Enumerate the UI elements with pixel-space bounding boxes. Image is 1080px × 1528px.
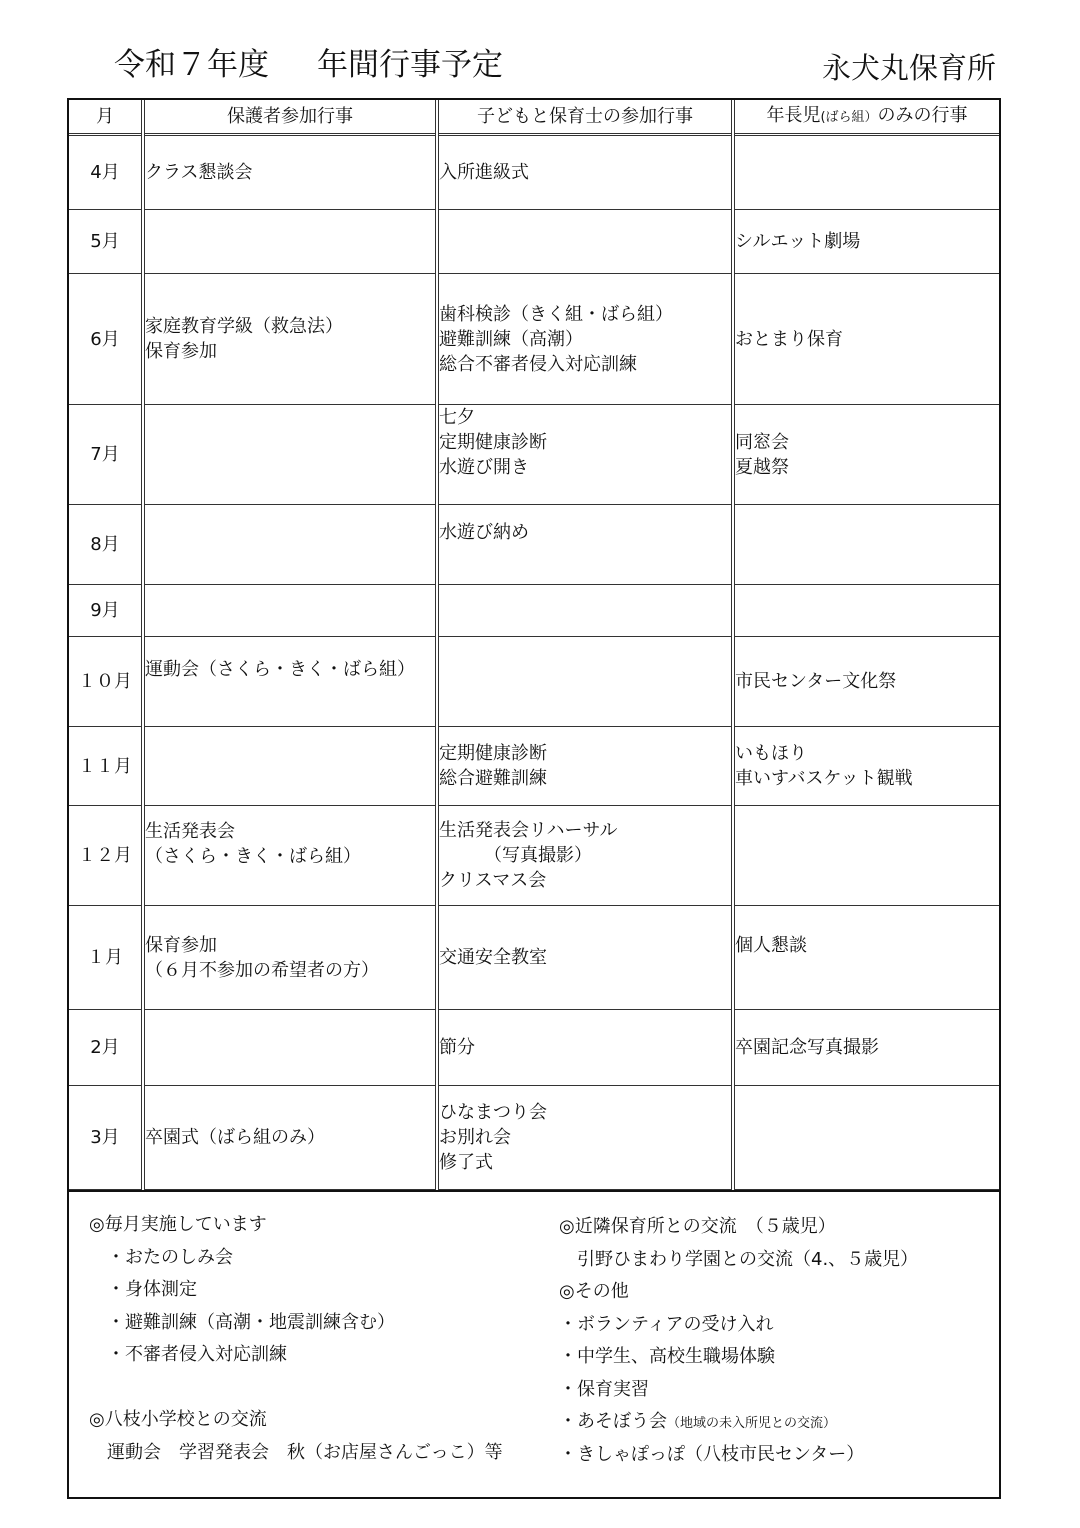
senior-events-cell-lines bbox=[735, 933, 999, 958]
parents-events-cell bbox=[143, 727, 437, 806]
event-item: 卒園記念写真撮影 bbox=[735, 1037, 879, 1058]
senior-events-cell-lines bbox=[735, 741, 999, 791]
children-events-cell bbox=[437, 906, 733, 1010]
children-events-cell-lines bbox=[439, 1100, 731, 1175]
month-cell: 8月 bbox=[69, 505, 143, 585]
header-parents: 保護者参加行事 bbox=[143, 100, 437, 135]
facility-name: 永犬丸保育所 bbox=[821, 51, 996, 85]
schedule-body bbox=[69, 135, 999, 1190]
children-events-cell bbox=[437, 1086, 733, 1190]
fiscal-year: 令和７年度 bbox=[114, 47, 269, 83]
senior-events-cell bbox=[733, 1010, 999, 1086]
month-cell: 9月 bbox=[69, 585, 143, 637]
parents-events-cell bbox=[143, 806, 437, 906]
event-item: 生活発表会リハーサル bbox=[439, 820, 618, 841]
parents-events-cell-lines bbox=[145, 1125, 435, 1150]
parents-events-cell bbox=[143, 637, 437, 727]
event-item: 定期健康診断 bbox=[439, 432, 547, 453]
parents-events-cell bbox=[143, 906, 437, 1010]
children-events-cell bbox=[437, 585, 733, 637]
month-cell: 2月 bbox=[69, 1010, 143, 1086]
children-events-cell-lines bbox=[439, 520, 731, 545]
header-children-staff: 子どもと保育士の参加行事 bbox=[437, 100, 733, 135]
schedule-frame bbox=[67, 98, 1001, 1499]
children-events-cell bbox=[437, 405, 733, 505]
note-line bbox=[89, 1372, 503, 1405]
children-events-cell bbox=[437, 135, 733, 210]
note-line: ・保育実習 bbox=[559, 1378, 649, 1400]
children-events-cell bbox=[437, 637, 733, 727]
event-item: 避難訓練（高潮） bbox=[439, 328, 583, 350]
event-item: 水遊び開き bbox=[439, 457, 529, 478]
month-cell: １月 bbox=[69, 906, 143, 1010]
note-line: ◎近隣保育所との交流 （５歳児） bbox=[559, 1216, 836, 1237]
senior-events-cell-lines bbox=[735, 669, 999, 694]
children-events-cell-lines bbox=[439, 1035, 731, 1060]
children-events-cell-lines bbox=[439, 160, 731, 185]
children-events-cell bbox=[437, 505, 733, 585]
senior-events-cell-lines bbox=[735, 229, 999, 254]
note-asobou bbox=[559, 1406, 918, 1439]
event-item: （さくら・きく・ばら組） bbox=[145, 845, 361, 867]
event-item: 総合不審者侵入対応訓練 bbox=[439, 353, 637, 375]
month-cell: 6月 bbox=[69, 274, 143, 405]
children-events-cell-lines bbox=[439, 302, 731, 377]
children-events-cell-lines bbox=[439, 945, 731, 970]
parents-events-cell-lines bbox=[145, 657, 435, 682]
senior-events-cell-lines bbox=[735, 430, 999, 480]
parents-events-cell bbox=[143, 405, 437, 505]
event-item: （６月不参加の希望者の方） bbox=[145, 959, 379, 981]
children-events-cell bbox=[437, 274, 733, 405]
table-row bbox=[69, 274, 999, 405]
table-row bbox=[69, 727, 999, 806]
senior-events-cell bbox=[733, 906, 999, 1010]
month-cell: 4月 bbox=[69, 135, 143, 210]
note-line: ◎毎月実施しています bbox=[89, 1214, 267, 1235]
event-item: 歯科検診（きく組・ばら組） bbox=[439, 303, 673, 325]
event-item: おとまり保育 bbox=[735, 328, 843, 350]
table-row bbox=[69, 637, 999, 727]
event-item: 卒園式（ばら組のみ） bbox=[145, 1127, 325, 1148]
event-item: お別れ会 bbox=[439, 1127, 511, 1148]
header-month: 月 bbox=[69, 100, 143, 135]
event-item: 夏越祭 bbox=[735, 456, 789, 478]
notes-right-column bbox=[559, 1211, 918, 1471]
notes-right-list bbox=[559, 1211, 918, 1406]
month-cell: １１月 bbox=[69, 727, 143, 806]
notes-left-column bbox=[89, 1209, 503, 1469]
children-events-cell bbox=[437, 806, 733, 906]
event-item: 総合避難訓練 bbox=[439, 768, 547, 789]
event-item: 市民センター文化祭 bbox=[735, 671, 897, 692]
parents-events-cell bbox=[143, 505, 437, 585]
children-events-cell bbox=[437, 727, 733, 806]
children-events-cell-lines bbox=[439, 741, 731, 791]
event-item: 修了式 bbox=[439, 1152, 493, 1173]
event-item: 入所進級式 bbox=[439, 162, 529, 183]
note-line: ◎その他 bbox=[559, 1281, 629, 1302]
senior-events-cell-lines bbox=[735, 327, 999, 352]
table-row bbox=[69, 906, 999, 1010]
parents-events-cell-lines bbox=[145, 819, 435, 869]
event-item: 個人懇談 bbox=[735, 935, 807, 956]
table-row bbox=[69, 585, 999, 637]
month-cell: １２月 bbox=[69, 806, 143, 906]
parents-events-cell-lines bbox=[145, 314, 435, 364]
parents-events-cell bbox=[143, 135, 437, 210]
header-senior-small: (ばら組） bbox=[820, 110, 878, 125]
senior-events-cell-lines bbox=[735, 1035, 999, 1060]
month-cell: 5月 bbox=[69, 210, 143, 274]
senior-events-cell bbox=[733, 1086, 999, 1190]
event-item: クラス懇談会 bbox=[145, 162, 253, 183]
event-item: 生活発表会 bbox=[145, 820, 235, 842]
note-line: ◎八枝小学校との交流 bbox=[89, 1409, 267, 1430]
parents-events-cell-lines bbox=[145, 933, 435, 983]
table-row bbox=[69, 210, 999, 274]
event-item: （写真撮影） bbox=[439, 845, 592, 866]
event-item: 家庭教育学級（救急法） bbox=[145, 316, 343, 337]
annual-schedule-table bbox=[69, 100, 999, 1190]
parents-events-cell-lines bbox=[145, 160, 435, 185]
event-item: 七夕 bbox=[439, 407, 475, 428]
note-line: ・不審者侵入対応訓練 bbox=[89, 1344, 287, 1365]
children-events-cell-lines bbox=[439, 818, 731, 893]
event-item: いもほり bbox=[735, 743, 807, 764]
note-line: ・避難訓練（高潮・地震訓練含む） bbox=[89, 1311, 395, 1333]
senior-events-cell bbox=[733, 210, 999, 274]
event-item: 運動会（さくら・きく・ばら組） bbox=[145, 659, 415, 680]
event-item: 車いすバスケット観戦 bbox=[735, 768, 913, 789]
note-kisha: ・きしゃぽっぽ（八枝市民センター） bbox=[559, 1443, 865, 1465]
event-item: 保育参加 bbox=[145, 934, 217, 956]
header-senior bbox=[733, 100, 999, 135]
table-header-row bbox=[69, 100, 999, 135]
parents-events-cell bbox=[143, 1010, 437, 1086]
event-item: 水遊び納め bbox=[439, 522, 529, 543]
month-cell: １０月 bbox=[69, 637, 143, 727]
table-row bbox=[69, 806, 999, 906]
schedule-title: 年間行事予定 bbox=[317, 47, 503, 83]
note-line: ・ボランティアの受け入れ bbox=[559, 1313, 774, 1335]
senior-events-cell bbox=[733, 727, 999, 806]
note-line: 運動会 学習発表会 秋（お店屋さんごっこ）等 bbox=[89, 1441, 503, 1463]
notes-section bbox=[69, 1190, 999, 1499]
table-row bbox=[69, 1010, 999, 1086]
senior-events-cell bbox=[733, 585, 999, 637]
table-row bbox=[69, 405, 999, 505]
event-item: 保育参加 bbox=[145, 341, 217, 362]
parents-events-cell bbox=[143, 274, 437, 405]
table-row bbox=[69, 135, 999, 210]
children-events-cell-lines bbox=[439, 405, 731, 480]
parents-events-cell bbox=[143, 585, 437, 637]
event-item: 交通安全教室 bbox=[439, 947, 547, 968]
note-asobou-small: （地域の未入所児との交流） bbox=[667, 1416, 837, 1431]
note-line: 引野ひまわり学園との交流（4.、５歳児） bbox=[559, 1248, 919, 1270]
senior-events-cell bbox=[733, 405, 999, 505]
event-item: ひなまつり会 bbox=[439, 1102, 547, 1123]
table-row bbox=[69, 505, 999, 585]
header-senior-suffix: のみの行事 bbox=[877, 105, 968, 126]
senior-events-cell bbox=[733, 637, 999, 727]
note-asobou-main: ・あそぼう会 bbox=[559, 1411, 667, 1432]
note-line: ・おたのしみ会 bbox=[89, 1246, 233, 1268]
note-line: ・中学生、高校生職場体験 bbox=[559, 1346, 775, 1367]
event-item: 節分 bbox=[439, 1037, 475, 1058]
senior-events-cell bbox=[733, 806, 999, 906]
table-row bbox=[69, 1086, 999, 1190]
month-cell: 7月 bbox=[69, 405, 143, 505]
header-senior-prefix: 年長児 bbox=[766, 105, 821, 126]
month-cell: 3月 bbox=[69, 1086, 143, 1190]
senior-events-cell bbox=[733, 274, 999, 405]
children-events-cell bbox=[437, 1010, 733, 1086]
event-item: シルエット劇場 bbox=[735, 231, 861, 252]
parents-events-cell bbox=[143, 1086, 437, 1190]
note-line: ・身体測定 bbox=[89, 1279, 197, 1300]
senior-events-cell bbox=[733, 505, 999, 585]
event-item: クリスマス会 bbox=[439, 870, 547, 891]
parents-events-cell bbox=[143, 210, 437, 274]
children-events-cell bbox=[437, 210, 733, 274]
event-item: 同窓会 bbox=[735, 431, 789, 453]
page-title bbox=[114, 42, 503, 88]
event-item: 定期健康診断 bbox=[439, 743, 547, 764]
senior-events-cell bbox=[733, 135, 999, 210]
